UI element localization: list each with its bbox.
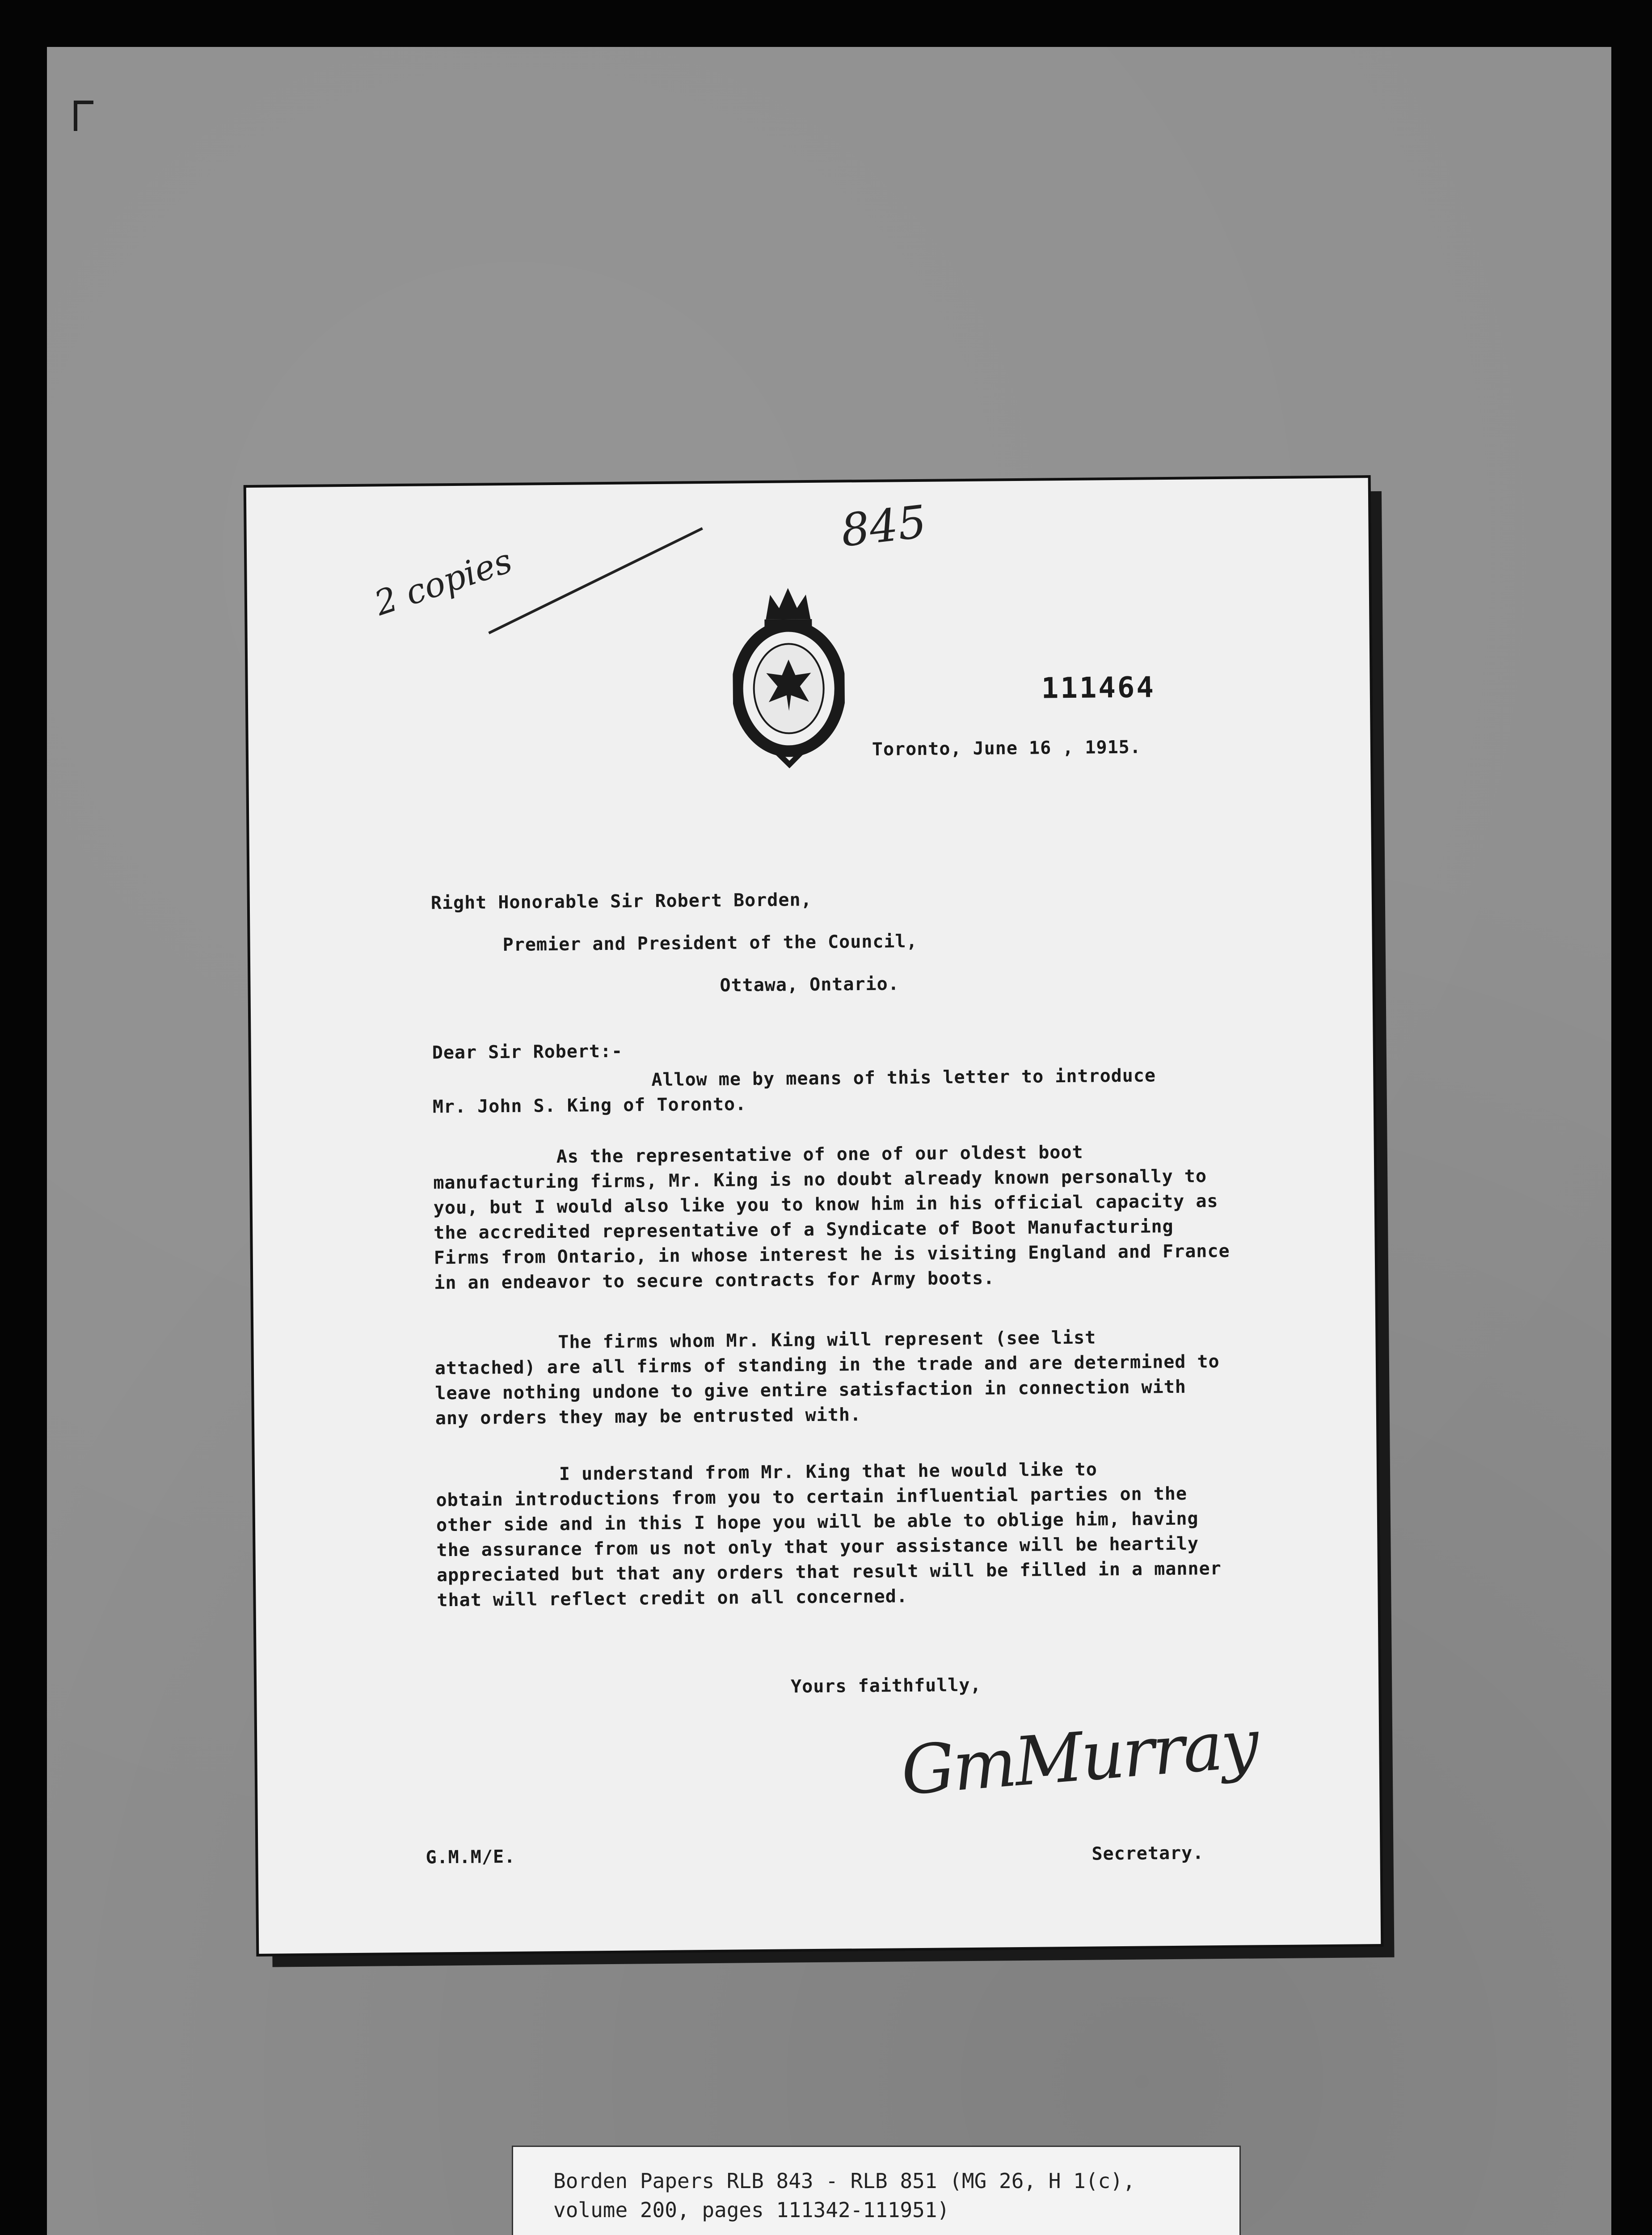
place-date: Toronto, June 16 , 1915. — [872, 737, 1142, 760]
document-number: 111464 — [1041, 671, 1156, 705]
association-seal-icon — [732, 576, 846, 769]
typist-initials: G.M.M/E. — [426, 1846, 516, 1868]
paragraph-1-line-1: Allow me by means of this letter to introduce — [651, 1065, 1156, 1091]
paragraph-line: the accredited representative of a Syndicate of Boot Manufacturing — [434, 1216, 1174, 1244]
paragraph-line: the assurance from us not only that your assistance will be heartily — [436, 1533, 1199, 1561]
paragraph-line: The firms whom Mr. King will represent (see list — [434, 1327, 1096, 1354]
paragraph-line: leave nothing undone to give entire satisfaction in connection with — [435, 1376, 1187, 1404]
paragraph-line: in an endeavor to secure contracts for Army boots. — [434, 1268, 995, 1294]
paragraph-line: you, but I would also like you to know him in his official capacity as — [433, 1191, 1218, 1219]
paragraph-line: appreciated but that any orders that result will be filled in a manner — [436, 1558, 1222, 1586]
addressee-city: Ottawa, Ontario. — [720, 974, 899, 996]
handwritten-number: 845 — [838, 495, 929, 557]
reference-label — [512, 2146, 1241, 2235]
addressee-name: Right Honorable Sir Robert Borden, — [430, 890, 812, 914]
reference-label-line-2: volume 200, pages 111342-111951) — [553, 2198, 950, 2222]
signer-title: Secretary. — [1092, 1843, 1204, 1864]
paragraph-line: Firms from Ontario, in whose interest he is visiting England and France — [434, 1240, 1230, 1269]
handwritten-copies-note: 2 copies — [369, 540, 517, 624]
paragraph-line: As the representative of one of our oldest boot — [433, 1142, 1083, 1168]
paragraph-line: other side and in this I hope you will be able to oblige him, having — [436, 1508, 1199, 1536]
paragraph-line: manufacturing firms, Mr. King is no doubt already known personally to — [433, 1166, 1207, 1193]
closing: Yours faithfully, — [790, 1674, 982, 1697]
paragraph-3 — [434, 1323, 1307, 1431]
paragraph-2 — [433, 1138, 1306, 1295]
signature: GmMurray — [898, 1704, 1260, 1810]
paragraph-line: that will reflect credit on all concerned. — [437, 1586, 908, 1611]
frame-corner-mark — [74, 101, 93, 131]
handwritten-slash-stroke — [479, 515, 712, 642]
paragraph-4 — [436, 1455, 1309, 1613]
reference-label-line-1: Borden Papers RLB 843 - RLB 851 (MG 26, H 1(c), — [553, 2169, 1135, 2193]
paragraph-1-line-2: Mr. John S. King of Toronto. — [432, 1094, 747, 1118]
paragraph-line: attached) are all firms of standing in the trade and are determined to — [434, 1351, 1220, 1379]
addressee-title: Premier and President of the Council, — [502, 931, 918, 956]
paragraph-line: obtain introductions from you to certain influential parties on the — [436, 1483, 1188, 1511]
salutation: Dear Sir Robert:- — [432, 1041, 623, 1063]
paragraph-line: I understand from Mr. King that he would like to — [435, 1459, 1098, 1486]
letter-page — [246, 478, 1381, 1954]
paragraph-line: any orders they may be entrusted with. — [435, 1404, 862, 1429]
